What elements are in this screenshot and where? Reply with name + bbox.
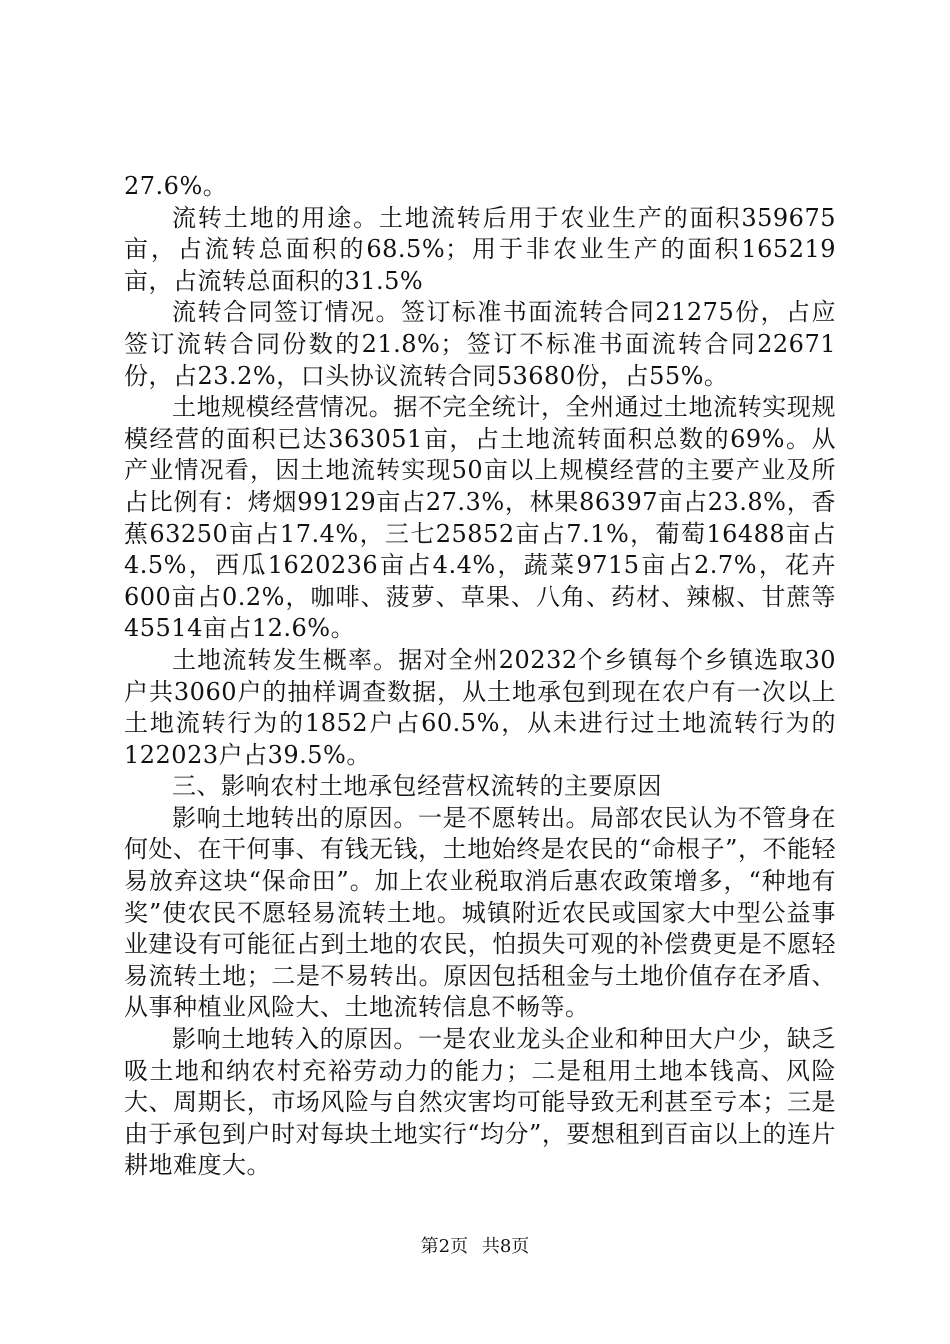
paragraph-contracts: 流转合同签订情况。签订标准书面流转合同21275份，占应签订流转合同份数的21.8%；签订不标准书面流转合同22671份，占23.2%，口头协议流转合同53680份，占55%。 [124,298,836,390]
section-heading: 三、影响农村土地承包经营权流转的主要原因 [172,772,662,801]
page-number: 第2页 [420,1236,469,1257]
paragraph-transfer-in: 影响土地转入的原因。一是农业龙头企业和种田大户少，缺乏吸土地和纳农村充裕劳动力的能力；二是租用土地本钱高、风险大、周期长，市场风险与自然灾害均可能导致无利甚至亏本；三是由于承包到户时对每块土地实行“均分”，要想租到百亩以上的连片耕地难度大。 [124,1025,836,1180]
page-total: 共8页 [481,1236,530,1257]
paragraph-land-use: 流转土地的用途。土地流转后用于农业生产的面积359675亩，占流转总面积的68.5%；用于非农业生产的面积165219亩，占流转总面积的31.5% [124,203,836,295]
paragraph-probability: 土地流转发生概率。据对全州20232个乡镇每个乡镇选取30户共3060户的抽样调查数据，从土地承包到现在农户有一次以上土地流转行为的1852户占60.5%，从未进行过土地流转行为的122023户占39.5%。 [124,645,836,769]
paragraph-scale-operation: 土地规模经营情况。据不完全统计，全州通过土地流转实现规模经营的面积已达363051亩，占土地流转面积总数的69%。从产业情况看，因土地流转实现50亩以上规模经营的主要产业及所占比例有：烤烟99129亩占27.3%，林果86397亩占23.8%，香蕉63250亩占17.4%，三七25852亩占7.1%，葡萄16488亩占4.5%，西瓜1620236亩占4.4%，蔬菜9715亩占2.7%，花卉600亩占0.2%，咖啡、菠萝、草果、八角、药材、辣椒、甘蔗等45514亩占12.6%。 [124,393,836,643]
document-body [124,171,836,1182]
paragraph-transfer-out: 影响土地转出的原因。一是不愿转出。局部农民认为不管身在何处、在干何事、有钱无钱，土地始终是农民的“命根子”，不能轻易放弃这块“保命田”。加上农业税取消后惠农政策增多，“种地有奖”使农民不愿轻易流转土地。城镇附近农民或国家大中型公益事业建设有可能征占到土地的农民，怕损失可观的补偿费更是不愿轻易流转土地；二是不易转出。原因包括租金与土地价值存在矛盾、从事种植业风险大、土地流转信息不畅等。 [124,803,836,1022]
paragraph-continuation: 27.6%。 [124,172,228,200]
page-footer [0,1232,950,1258]
